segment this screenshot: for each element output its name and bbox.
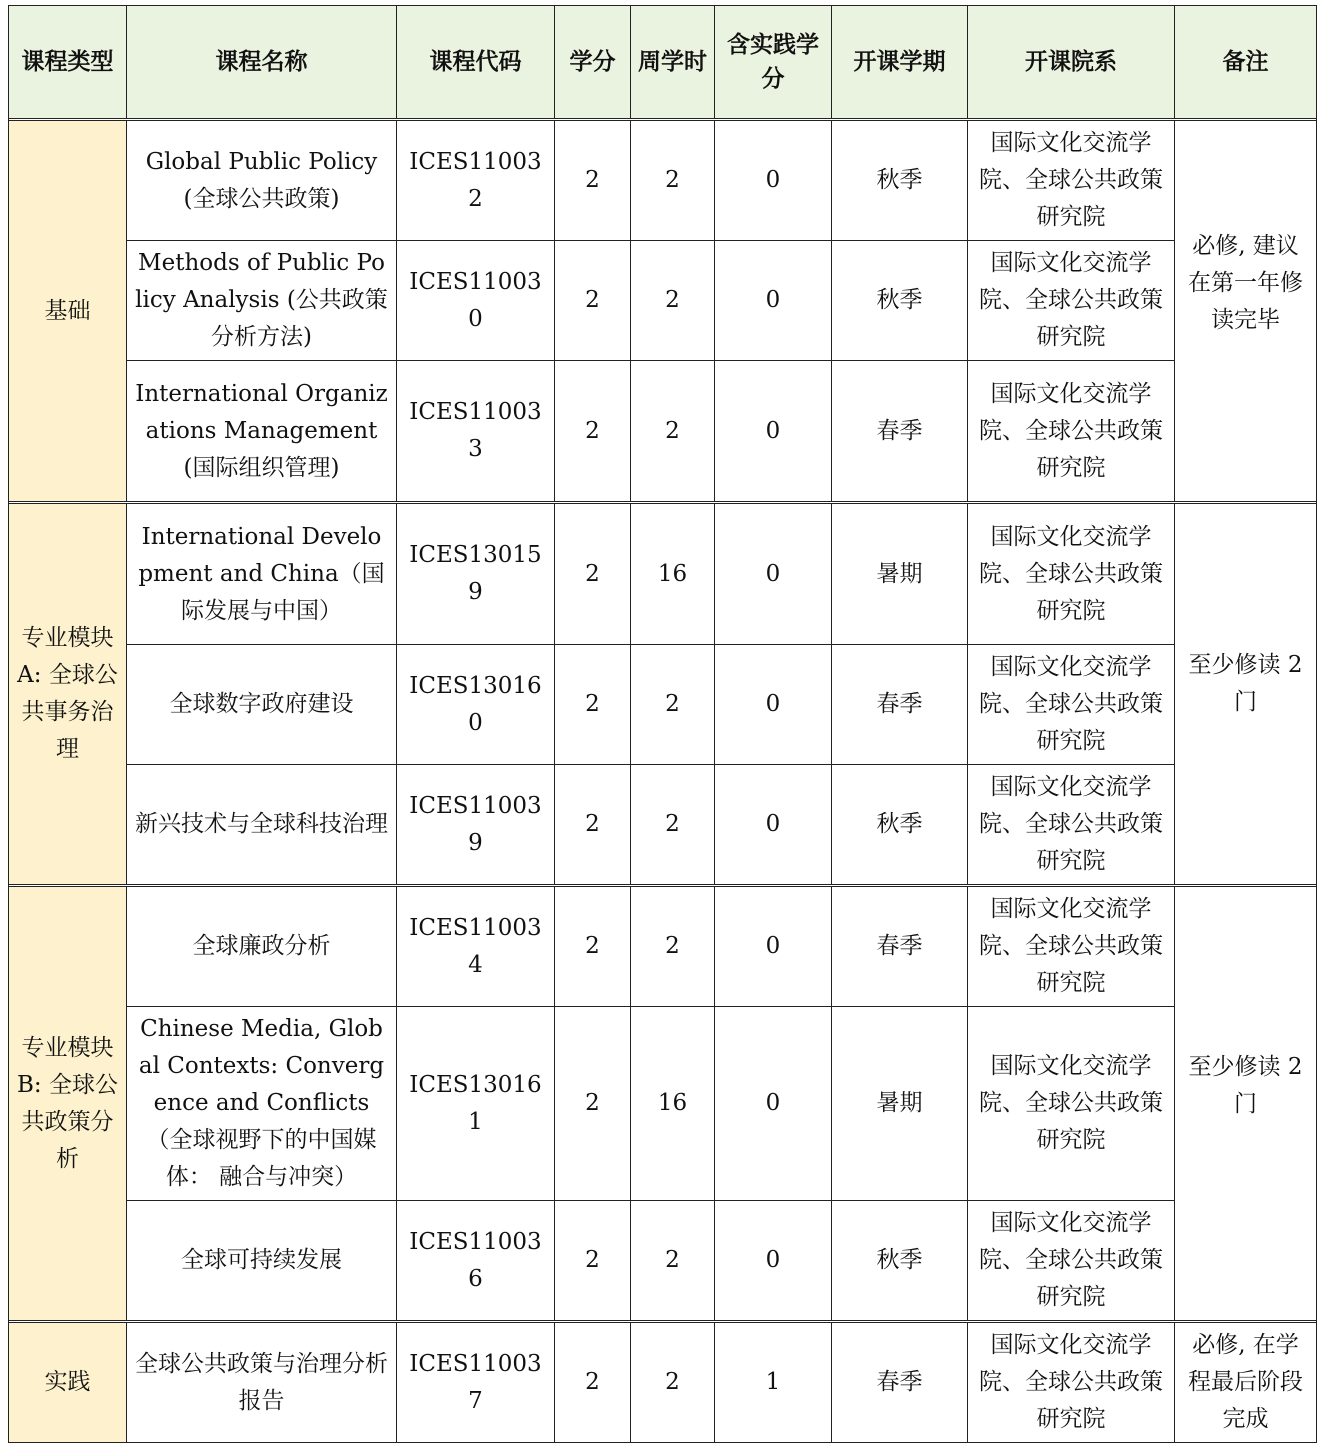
semester-cell: 秋季: [832, 121, 968, 241]
semester-cell: 秋季: [832, 765, 968, 885]
header-remarks: 备注: [1175, 6, 1317, 119]
table-row: [9, 121, 1317, 241]
practice-credits-cell: 1: [715, 1323, 832, 1443]
department-cell: 国际文化交流学院、全球公共政策研究院: [968, 1201, 1175, 1321]
header-practice-credits: 含实践学分: [715, 6, 832, 119]
remarks-cell: 至少修读 2 门: [1175, 887, 1317, 1321]
semester-cell: 春季: [832, 361, 968, 502]
weekly-hours-cell: 16: [631, 1007, 715, 1201]
course-name-cell: Global Public Policy (全球公共政策): [127, 121, 397, 241]
header-weekly-hours: 周学时: [631, 6, 715, 119]
credits-cell: 2: [555, 1323, 631, 1443]
practice-credits-cell: 0: [715, 645, 832, 765]
semester-cell: 春季: [832, 645, 968, 765]
credits-cell: 2: [555, 361, 631, 502]
course-name-cell: 全球廉政分析: [127, 887, 397, 1007]
weekly-hours-cell: 2: [631, 765, 715, 885]
remarks-cell: 必修, 在学程最后阶段完成: [1175, 1323, 1317, 1443]
course-code-cell: ICES110036: [397, 1201, 555, 1321]
category-cell: 专业模块 A: 全球公共事务治理: [9, 504, 127, 885]
practice-credits-cell: 0: [715, 361, 832, 502]
table-row: [9, 504, 1317, 645]
course-code-cell: ICES110032: [397, 121, 555, 241]
header-credits: 学分: [555, 6, 631, 119]
department-cell: 国际文化交流学院、全球公共政策研究院: [968, 645, 1175, 765]
semester-cell: 秋季: [832, 241, 968, 361]
practice-credits-cell: 0: [715, 504, 832, 645]
table-row: [9, 241, 1317, 361]
credits-cell: 2: [555, 1007, 631, 1201]
course-name-cell: Methods of Public Policy Analysis (公共政策分析方法): [127, 241, 397, 361]
course-name-cell: Chinese Media, Global Contexts: Convergence and Conflicts （全球视野下的中国媒体： 融合与冲突）: [127, 1007, 397, 1201]
practice-credits-cell: 0: [715, 121, 832, 241]
table-row: [9, 1323, 1317, 1443]
course-code-cell: ICES130159: [397, 504, 555, 645]
semester-cell: 暑期: [832, 1007, 968, 1201]
credits-cell: 2: [555, 1201, 631, 1321]
weekly-hours-cell: 2: [631, 1201, 715, 1321]
header-type: 课程类型: [9, 6, 127, 119]
credits-cell: 2: [555, 121, 631, 241]
semester-cell: 暑期: [832, 504, 968, 645]
header-department: 开课院系: [968, 6, 1175, 119]
course-plan-page: [8, 5, 1317, 1443]
course-name-cell: 全球可持续发展: [127, 1201, 397, 1321]
table-row: [9, 887, 1317, 1007]
table-row: [9, 1201, 1317, 1321]
department-cell: 国际文化交流学院、全球公共政策研究院: [968, 361, 1175, 502]
semester-cell: 秋季: [832, 1201, 968, 1321]
course-code-cell: ICES110034: [397, 887, 555, 1007]
weekly-hours-cell: 2: [631, 121, 715, 241]
course-name-cell: 新兴技术与全球科技治理: [127, 765, 397, 885]
header-name: 课程名称: [127, 6, 397, 119]
semester-cell: 春季: [832, 1323, 968, 1443]
remarks-cell: 至少修读 2 门: [1175, 504, 1317, 885]
category-cell: 基础: [9, 121, 127, 502]
weekly-hours-cell: 2: [631, 361, 715, 502]
department-cell: 国际文化交流学院、全球公共政策研究院: [968, 1323, 1175, 1443]
course-code-cell: ICES110039: [397, 765, 555, 885]
course-name-cell: International Organizations Management (国际组织管理): [127, 361, 397, 502]
weekly-hours-cell: 2: [631, 241, 715, 361]
course-name-cell: 全球公共政策与治理分析报告: [127, 1323, 397, 1443]
practice-credits-cell: 0: [715, 241, 832, 361]
table-row: [9, 361, 1317, 502]
department-cell: 国际文化交流学院、全球公共政策研究院: [968, 121, 1175, 241]
weekly-hours-cell: 2: [631, 887, 715, 1007]
department-cell: 国际文化交流学院、全球公共政策研究院: [968, 241, 1175, 361]
department-cell: 国际文化交流学院、全球公共政策研究院: [968, 504, 1175, 645]
course-code-cell: ICES110033: [397, 361, 555, 502]
department-cell: 国际文化交流学院、全球公共政策研究院: [968, 765, 1175, 885]
course-name-cell: International Development and China（国际发展与中国）: [127, 504, 397, 645]
practice-credits-cell: 0: [715, 1201, 832, 1321]
table-row: [9, 645, 1317, 765]
department-cell: 国际文化交流学院、全球公共政策研究院: [968, 887, 1175, 1007]
header-code: 课程代码: [397, 6, 555, 119]
course-code-cell: ICES130160: [397, 645, 555, 765]
practice-credits-cell: 0: [715, 887, 832, 1007]
course-name-cell: 全球数字政府建设: [127, 645, 397, 765]
department-cell: 国际文化交流学院、全球公共政策研究院: [968, 1007, 1175, 1201]
weekly-hours-cell: 2: [631, 1323, 715, 1443]
course-code-cell: ICES110030: [397, 241, 555, 361]
semester-cell: 春季: [832, 887, 968, 1007]
category-cell: 实践: [9, 1323, 127, 1443]
credits-cell: 2: [555, 765, 631, 885]
course-table: [8, 5, 1317, 1443]
practice-credits-cell: 0: [715, 1007, 832, 1201]
course-code-cell: ICES110037: [397, 1323, 555, 1443]
remarks-cell: 必修, 建议在第一年修读完毕: [1175, 121, 1317, 502]
course-code-cell: ICES130161: [397, 1007, 555, 1201]
table-row: [9, 765, 1317, 885]
credits-cell: 2: [555, 241, 631, 361]
credits-cell: 2: [555, 887, 631, 1007]
header-row: [9, 6, 1317, 119]
credits-cell: 2: [555, 504, 631, 645]
header-semester: 开课学期: [832, 6, 968, 119]
practice-credits-cell: 0: [715, 765, 832, 885]
weekly-hours-cell: 2: [631, 645, 715, 765]
credits-cell: 2: [555, 645, 631, 765]
category-cell: 专业模块 B: 全球公共政策分析: [9, 887, 127, 1321]
weekly-hours-cell: 16: [631, 504, 715, 645]
table-row: [9, 1007, 1317, 1201]
